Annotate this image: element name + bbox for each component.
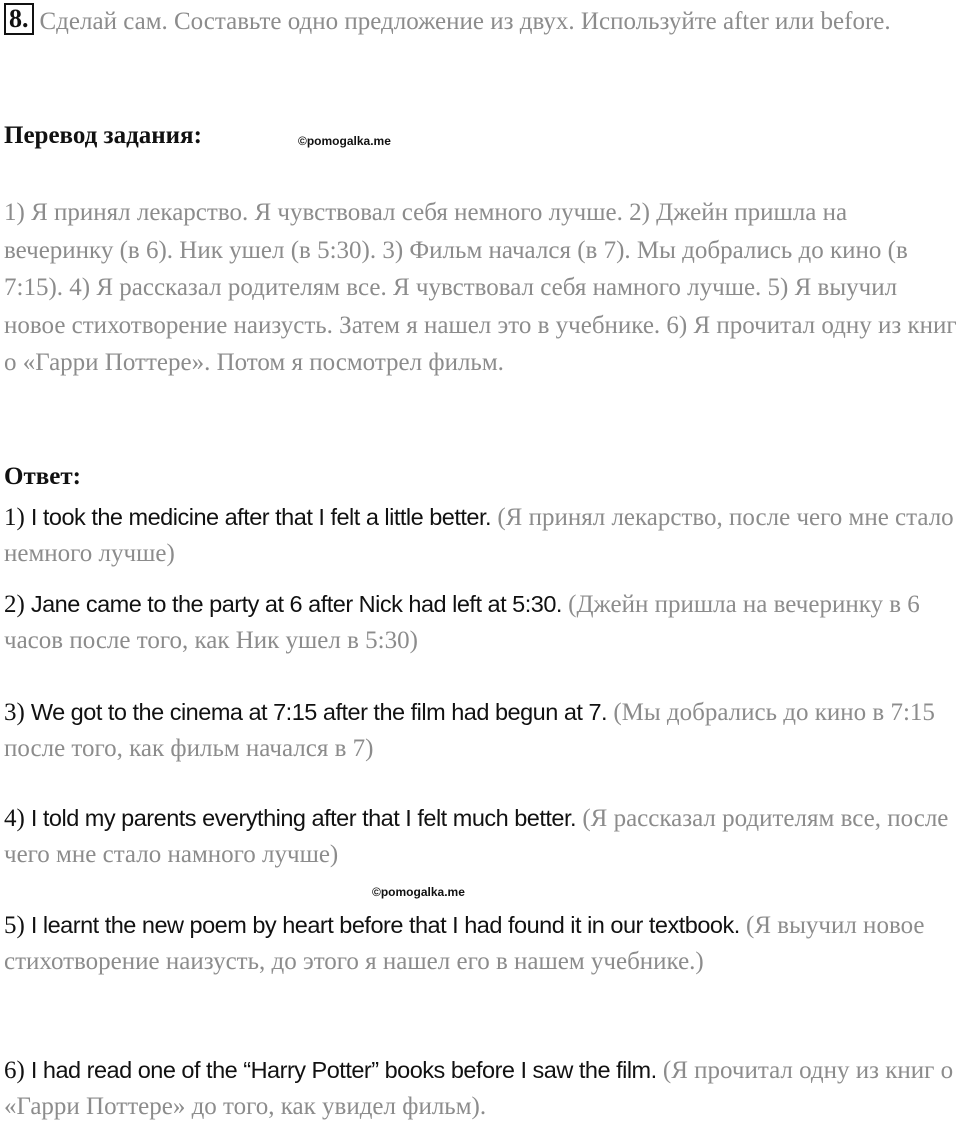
answer-number: 6) xyxy=(4,1057,25,1084)
watermark-top: ©pomogalka.me xyxy=(298,134,391,148)
answer-item xyxy=(4,907,959,980)
watermark-middle: ©pomogalka.me xyxy=(372,885,465,899)
answer-number: 3) xyxy=(4,699,25,726)
answer-russian: (Я выучил новое стихотворение наизусть, до этого я нашел его в нашем учебнике.) xyxy=(4,912,925,975)
answer-item xyxy=(4,1052,959,1125)
answer-number: 5) xyxy=(4,912,25,939)
answer-english: We got to the cinema at 7:15 after the film had begun at 7. xyxy=(30,699,608,725)
task-instruction-block xyxy=(4,3,954,40)
answer-heading: Ответ: xyxy=(4,463,81,490)
answer-russian: (Джейн пришла на вечеринку в 6 часов после того, как Ник ушел в 5:30) xyxy=(4,591,920,654)
answer-item xyxy=(4,499,959,572)
task-number: 8. xyxy=(4,3,34,35)
answer-russian: (Я прочитал одну из книг о «Гарри Поттере» до того, как увидел фильм). xyxy=(4,1057,954,1120)
answer-russian: (Мы добрались до кино в 7:15 после того, как фильм начался в 7) xyxy=(4,699,935,762)
translation-heading: Перевод задания: xyxy=(4,122,202,149)
answer-item xyxy=(4,586,959,659)
answer-english: I told my parents everything after that I felt much better. xyxy=(30,805,577,831)
translation-text: 1) Я принял лекарство. Я чувствовал себя немного лучше. 2) Джейн пришла на вечеринку (в 6). Ник ушел (в 5:30). 3) Фильм начался (в 7). Мы добрались до кино (в 7:15). 4) Я рассказал родителям все. Я чувствовал себя намного лучше. 5) Я выучил новое стихотворение наизусть. Затем я нашел это в учебнике. 6) Я прочитал одну из книг о «Гарри Поттере». Потом я посмотрел фильм. xyxy=(4,199,957,376)
answer-item xyxy=(4,694,959,767)
task-instruction: Сделай сам. Составьте одно предложение из двух. Используйте after или before. xyxy=(39,8,891,35)
answer-english: I took the medicine after that I felt a little better. xyxy=(30,504,492,530)
answer-english: I had read one of the “Harry Potter” books before I saw the film. xyxy=(30,1057,657,1083)
answer-russian: (Я принял лекарство, после чего мне стало немного лучше) xyxy=(4,504,954,567)
answer-number: 4) xyxy=(4,805,25,832)
answer-english: Jane came to the party at 6 after Nick had left at 5:30. xyxy=(30,591,562,617)
answer-russian: (Я рассказал родителям все, после чего мне стало намного лучше) xyxy=(4,805,949,868)
answer-item xyxy=(4,800,959,873)
answer-number: 2) xyxy=(4,591,25,618)
answer-number: 1) xyxy=(4,504,25,531)
answer-english: I learnt the new poem by heart before that I had found it in our textbook. xyxy=(30,912,740,938)
